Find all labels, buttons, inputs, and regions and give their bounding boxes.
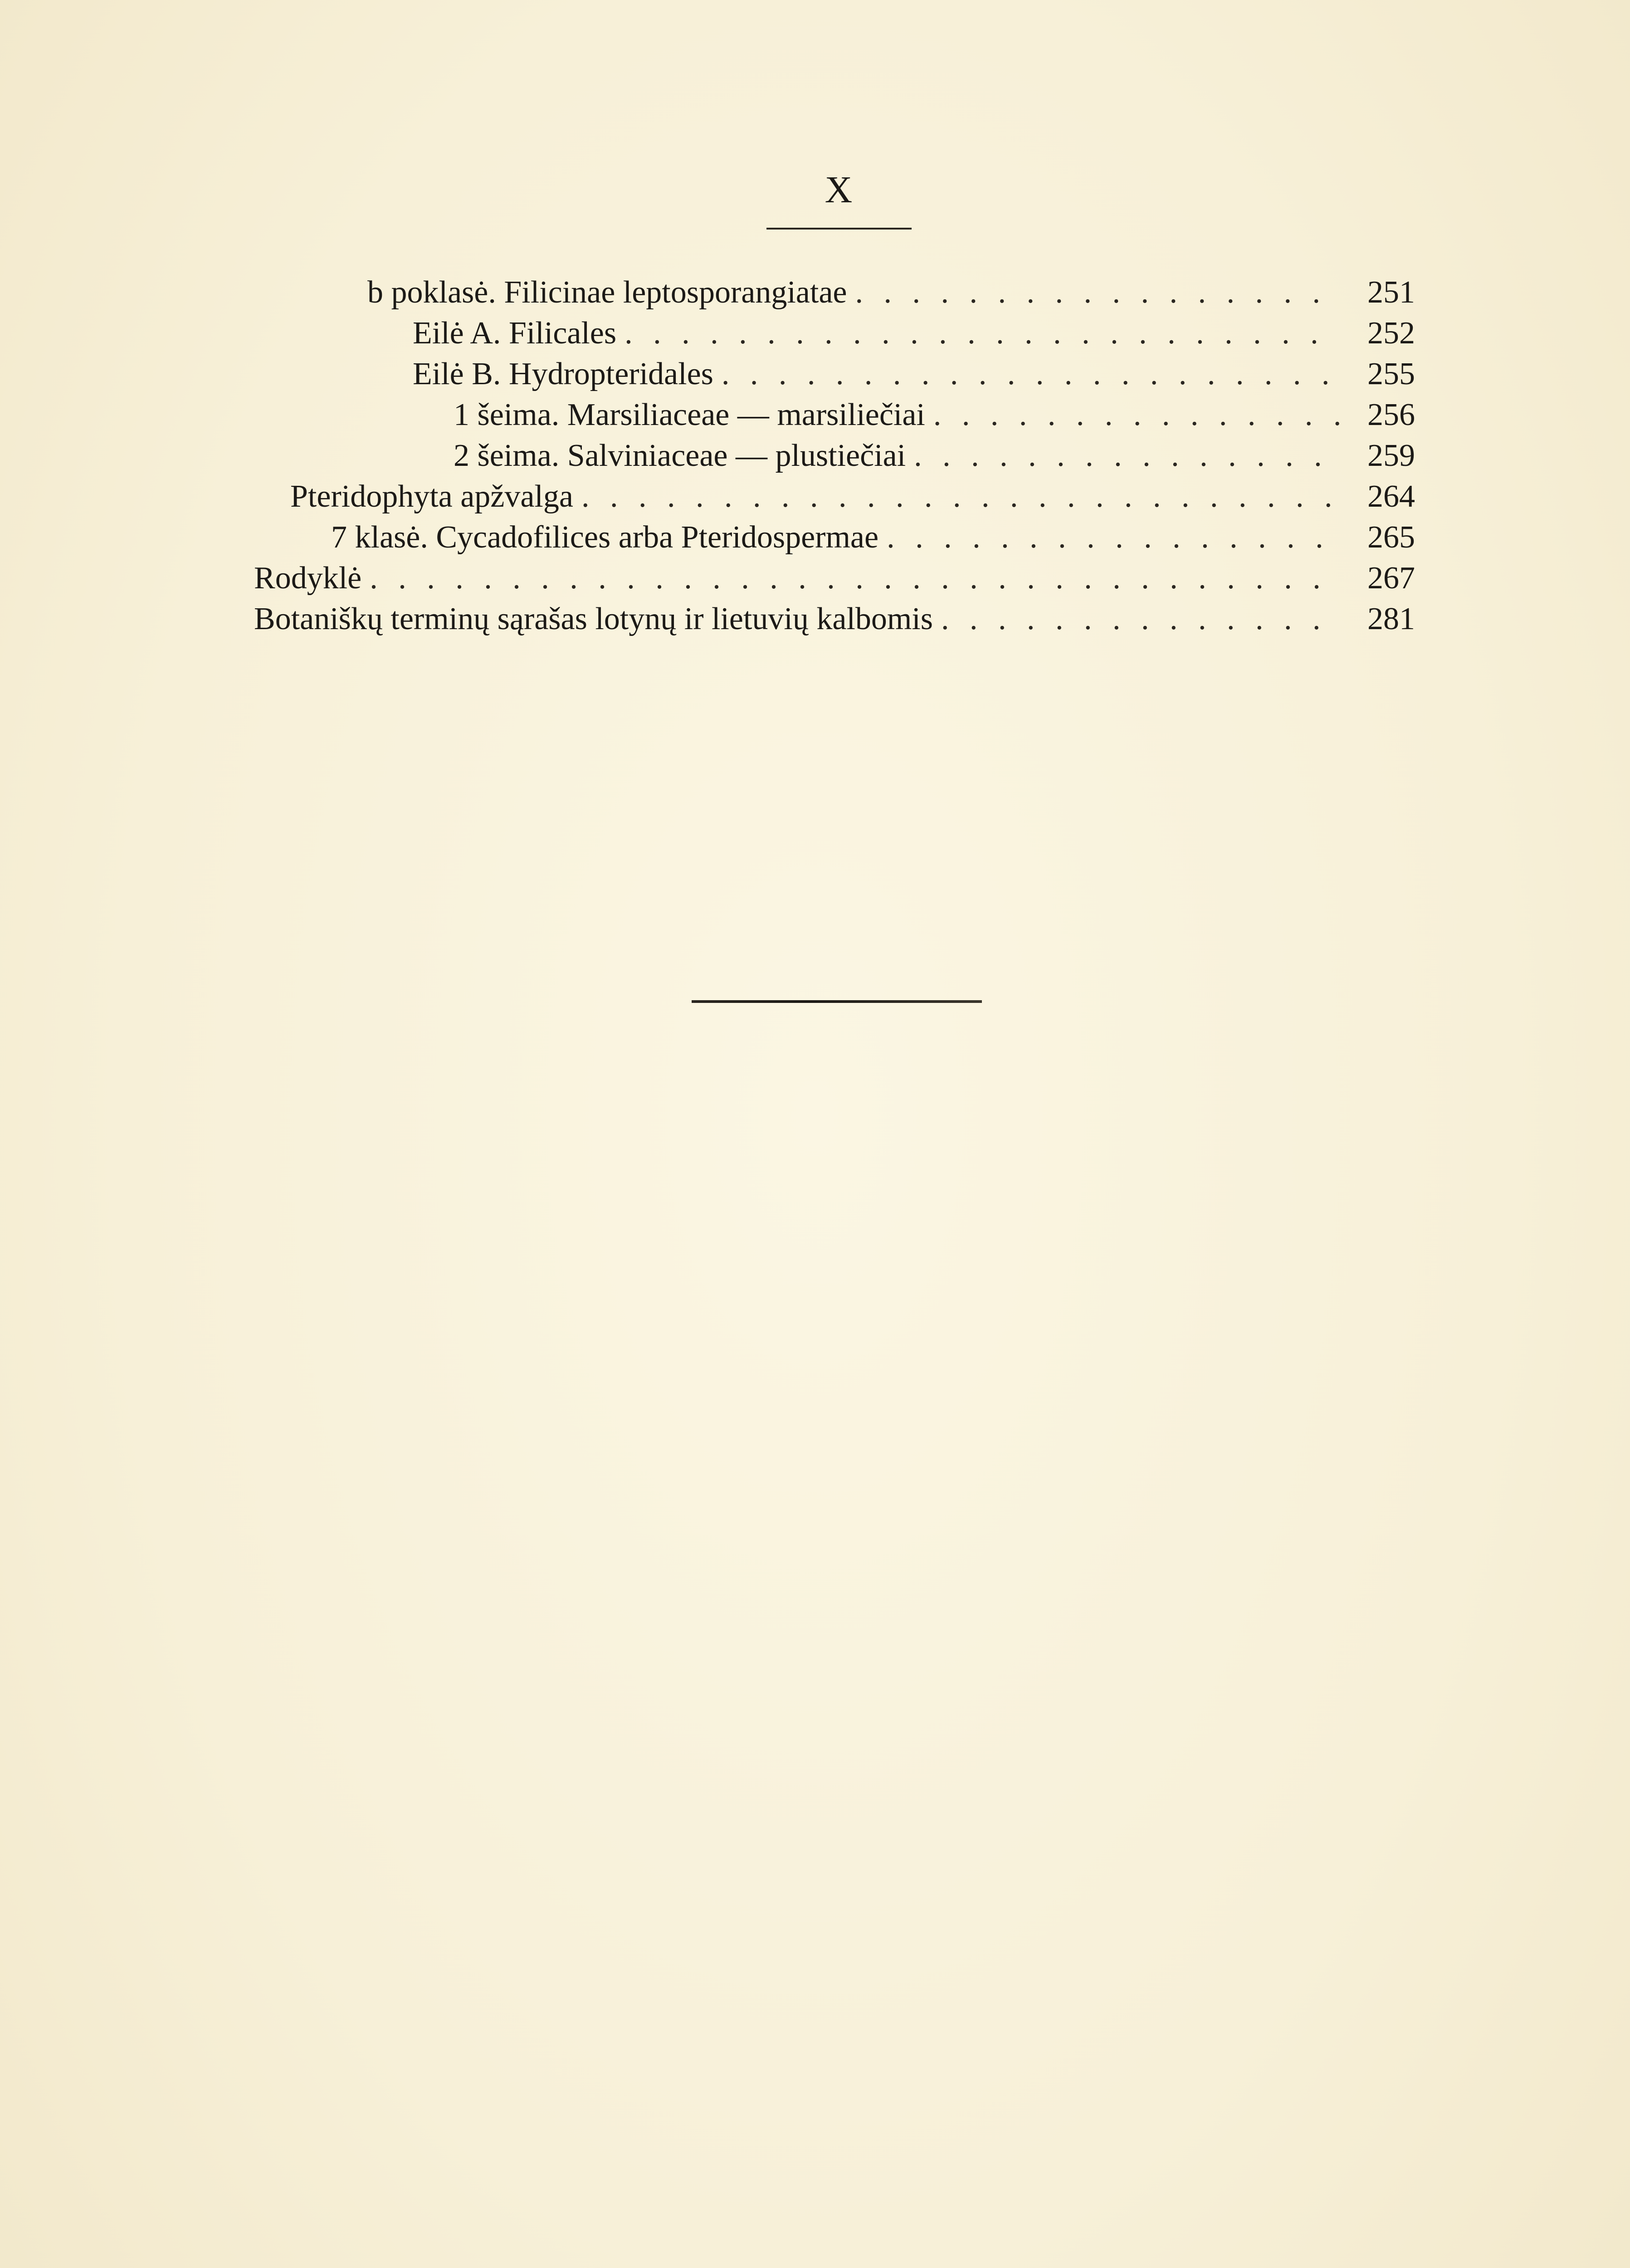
toc-entry-page: 265 (1367, 520, 1415, 555)
toc-dot-leader (855, 272, 1341, 313)
toc-entry[interactable] (254, 395, 1415, 435)
toc-entry-label: 2 šeima. Salviniaceae — plustiečiai (454, 438, 906, 473)
toc-entry[interactable] (254, 272, 1415, 313)
toc-dot-leader (625, 313, 1341, 354)
toc-entry[interactable] (254, 599, 1415, 640)
toc-entry[interactable] (254, 476, 1415, 517)
toc-entry-page: 267 (1367, 561, 1415, 596)
toc-entry-label: Rodyklė (254, 561, 362, 596)
toc-dot-leader (581, 476, 1341, 517)
toc-entry[interactable] (254, 517, 1415, 558)
toc-entry-page: 252 (1367, 316, 1415, 351)
toc-entry[interactable] (254, 435, 1415, 476)
table-of-contents (254, 272, 1415, 640)
toc-entry-page: 251 (1367, 275, 1415, 310)
toc-entry-label: b poklasė. Filicinae leptosporangiatae (367, 275, 847, 310)
toc-entry-label: 1 šeima. Marsiliaceae — marsiliečiai (454, 397, 925, 432)
toc-dot-leader (941, 599, 1341, 640)
toc-dot-leader (933, 395, 1341, 435)
page-number: X (825, 169, 854, 211)
toc-entry[interactable] (254, 354, 1415, 395)
toc-entry[interactable] (254, 558, 1415, 599)
toc-dot-leader (914, 435, 1341, 476)
toc-entry-page: 259 (1367, 438, 1415, 473)
toc-entry-page: 281 (1367, 601, 1415, 636)
toc-dot-leader (370, 558, 1341, 599)
toc-entry-page: 255 (1367, 357, 1415, 391)
toc-entry-label: Eilė B. Hydropteridales (413, 357, 713, 391)
toc-entry-label: Pteridophyta apžvalga (290, 479, 573, 514)
toc-dot-leader (887, 517, 1341, 558)
toc-entry-label: Botaniškų terminų sąrašas lotynų ir lietuvių kalbomis (254, 601, 933, 636)
toc-entry-page: 256 (1367, 397, 1415, 432)
toc-entry[interactable] (254, 313, 1415, 354)
toc-entry-label: Eilė A. Filicales (413, 316, 617, 351)
toc-entry-label: 7 klasė. Cycadofilices arba Pteridospermae (331, 520, 879, 555)
toc-dot-leader (722, 354, 1341, 395)
page-number-underline (766, 228, 912, 230)
end-of-contents-rule (692, 1000, 982, 1003)
toc-entry-page: 264 (1367, 479, 1415, 514)
